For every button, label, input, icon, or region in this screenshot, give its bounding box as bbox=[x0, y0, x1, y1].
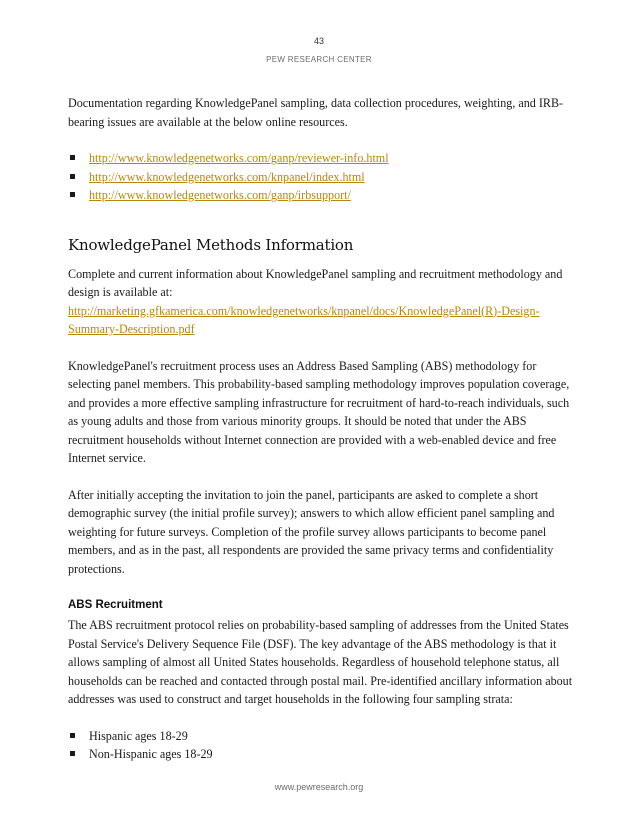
list-item bbox=[68, 168, 578, 187]
list-item bbox=[68, 727, 578, 746]
resource-links-list bbox=[68, 149, 578, 205]
bullet-icon bbox=[70, 733, 75, 738]
bullet-icon bbox=[70, 155, 75, 160]
bullet-icon bbox=[70, 174, 75, 179]
footer-url: www.pewresearch.org bbox=[274, 782, 364, 792]
intro-paragraph: Documentation regarding KnowledgePanel sampling, data collection procedures, weighting, and IRB-bearing issues are available at the below online resources. bbox=[68, 96, 564, 129]
list-item bbox=[68, 186, 578, 205]
methods-paragraph-1-text: Complete and current information about KnowledgePanel sampling and recruitment methodology and design is available at: bbox=[68, 266, 563, 299]
list-item bbox=[68, 745, 578, 764]
irb-support-link[interactable]: http://www.knowledgenetworks.com/ganp/irbsupport/ bbox=[89, 188, 351, 202]
methods-paragraph-2: KnowledgePanel's recruitment process uses an Address Based Sampling (ABS) methodology for selecting panel members. This probability-based sampling methodology improves population coverage, and provides a more effective sampling infrastructure for recruitment of hard-to-reach individuals, such as young adults and those from various minority groups. It should be noted that under the ABS recruitment households without Internet connection are provided with a web-enabled device and free Internet service. bbox=[68, 358, 570, 465]
design-summary-link[interactable]: http://marketing.gfkamerica.com/knowledgenetworks/knpanel/docs/KnowledgePanel(R)-Design-Summary-Description.pdf bbox=[68, 303, 540, 336]
stratum-label: Hispanic ages 18-29 bbox=[89, 728, 188, 743]
bullet-icon bbox=[70, 751, 75, 756]
page-number: 43 bbox=[313, 36, 324, 46]
abs-heading: ABS Recruitment bbox=[68, 599, 163, 611]
reviewer-info-link[interactable]: http://www.knowledgenetworks.com/ganp/reviewer-info.html bbox=[89, 151, 389, 165]
page-content bbox=[68, 94, 578, 782]
methods-paragraph-1 bbox=[68, 265, 578, 339]
methods-paragraph-3: After initially accepting the invitation to join the panel, participants are asked to complete a short demographic survey (the initial profile survey); answers to which allow efficient panel sampling and weighting for future surveys. Completion of the profile survey allows participants to become panel members, and as in the past, all respondents are provided the same privacy terms and confidentiality protections. bbox=[68, 487, 555, 576]
strata-list bbox=[68, 727, 578, 764]
bullet-icon bbox=[70, 192, 75, 197]
organization-name: PEW RESEARCH CENTER bbox=[266, 55, 372, 64]
methods-heading: KnowledgePanel Methods Information bbox=[68, 235, 354, 254]
abs-paragraph: The ABS recruitment protocol relies on probability-based sampling of addresses from the United States Postal Service's Delivery Sequence File (DSF). The key advantage of the ABS methodology is that it allows sampling of almost all United States households. Regardless of household telephone status, all households can be reached and contacted through postal mail. Pre-identified ancillary information about addresses was used to construct and target households in the following four sampling strata: bbox=[68, 618, 573, 706]
stratum-label: Non-Hispanic ages 18-29 bbox=[89, 747, 213, 761]
knpanel-index-link[interactable]: http://www.knowledgenetworks.com/knpanel/index.html bbox=[89, 169, 365, 184]
list-item bbox=[68, 149, 578, 168]
